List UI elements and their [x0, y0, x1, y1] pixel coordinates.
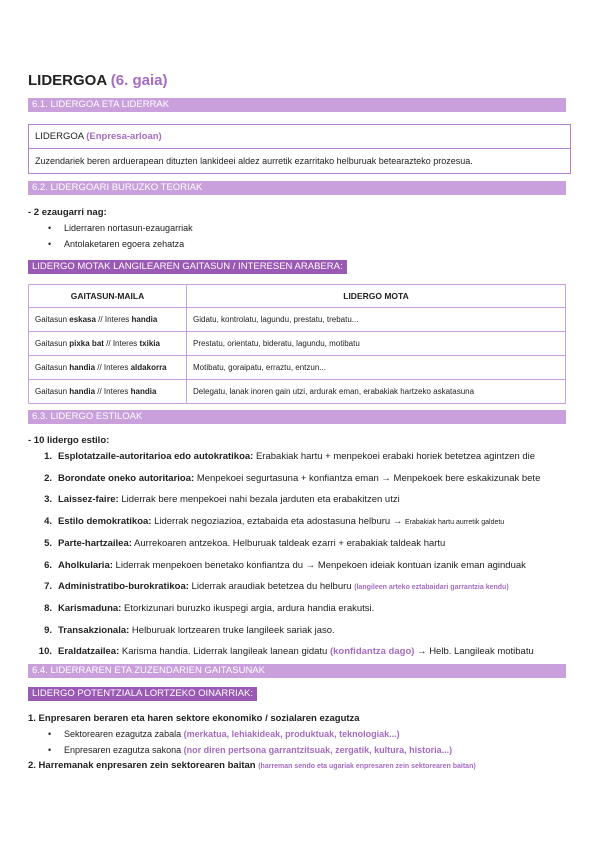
styles-intro: - 10 lidergo estilo: — [28, 435, 110, 446]
style-item — [28, 473, 568, 484]
item-number: 4. — [44, 516, 52, 528]
style-continuation: → Helb. Langileak motibatu — [414, 646, 534, 658]
cell-bold: eskasa — [69, 315, 96, 324]
item-number: 8. — [44, 602, 52, 614]
cell-bold: handia — [130, 387, 157, 396]
item-number: 3. — [44, 494, 52, 506]
item-number: 2. — [44, 472, 52, 484]
style-name: Aholkularia: — [58, 559, 113, 571]
style-description: Menpekoei segurtasuna + konfiantza eman → Menpekoek bere eskakizunak bete — [194, 472, 541, 484]
title-main: LIDERGOA — [28, 72, 107, 89]
bullet-text: Sektorearen ezagutza zabala — [64, 729, 184, 739]
style-name: Parte-hartzailea: — [58, 537, 132, 549]
definition-box — [28, 124, 571, 174]
column-header: LIDERGO MOTA — [187, 285, 566, 308]
list-item — [64, 745, 452, 755]
style-item — [28, 581, 568, 592]
cell-bold: txikia — [139, 339, 160, 348]
item-number: 5. — [44, 537, 52, 549]
style-item — [28, 516, 568, 527]
cell-text: Gaitasun — [35, 387, 70, 396]
style-description: Helburuak lortzearen truke langileek sariak jaso. — [129, 624, 335, 636]
style-item — [28, 603, 568, 614]
style-name: Estilo demokratikoa: — [58, 516, 152, 528]
item-number: 7. — [44, 581, 52, 593]
table-cell-ability — [29, 380, 187, 404]
foundation-item-2 — [28, 760, 476, 771]
style-name: Borondate oneko autoritarioa: — [58, 472, 195, 484]
section-bar-6-1: 6.1. LIDERGOA ETA LIDERRAK — [28, 98, 566, 112]
bullet-text: Enpresaren ezagutza sakona — [64, 745, 184, 755]
table-cell-type: Delegatu, lanak inoren gain utzi, ardurak eman, erabakiak hartzeko askatasuna — [187, 380, 566, 404]
title-accent: (6. gaia) — [110, 72, 168, 89]
style-item — [28, 560, 568, 571]
style-item — [28, 625, 568, 636]
leadership-types-table — [28, 284, 566, 404]
subsection-bar-lidergo-motak: LIDERGO MOTAK LANGILEAREN GAITASUN / INTERESEN ARABERA: — [28, 260, 347, 274]
section-bar-6-4: 6.4. LIDERRAREN ETA ZUZENDARIEN GAITASUNAK — [28, 664, 566, 678]
table-cell-type: Motibatu, goraipatu, erraztu, entzun... — [187, 356, 566, 380]
section-bar-6-2: 6.2. LIDERGOARI BURUZKO TEORIAK — [28, 181, 566, 195]
definition-head — [29, 125, 570, 149]
style-name: Eraldatzailea: — [58, 646, 120, 658]
style-description: Erabakiak hartu + menpekoei erabaki horiek betetzea agintzen die — [253, 451, 536, 462]
item-number: 10. — [38, 646, 52, 658]
cell-text: // Interes — [95, 363, 131, 372]
cell-text: Gaitasun — [35, 363, 70, 372]
bullet-note: (nor diren pertsona garrantzitsuak, zergatik, kultura, historia...) — [183, 745, 453, 755]
style-item — [28, 646, 568, 657]
style-description: Karisma handia. Liderrak langileak lanean gidatu — [119, 646, 330, 658]
cell-bold: handia — [69, 387, 96, 396]
cell-text: Gaitasun — [35, 315, 70, 324]
cell-text: // Interes — [95, 315, 132, 324]
style-note: Erabakiak hartu aurretik galdetu — [404, 519, 505, 527]
cell-text: // Interes — [95, 387, 131, 396]
definition-term: LIDERGOA — [35, 131, 84, 142]
item-number: 1. — [44, 451, 52, 462]
item-number: 6. — [44, 559, 52, 571]
table-row — [29, 332, 566, 356]
style-name: Transakzionala: — [58, 624, 130, 636]
column-header: GAITASUN-MAILA — [29, 285, 187, 308]
cell-bold: handia — [69, 363, 96, 372]
cell-bold: aldakorra — [130, 363, 167, 372]
table-row — [29, 356, 566, 380]
subsection-bar-oinarriak: LIDERGO POTENTZIALA LORTZEKO OINARRIAK: — [28, 687, 257, 701]
table-cell-ability — [29, 356, 187, 380]
style-highlight: (langileen arteko eztabaidari garrantzia kendu) — [354, 584, 509, 592]
item-note: (harreman sendo eta ugariak enpresaren zein sektorearen baitan) — [258, 763, 476, 770]
style-name: Administratibo-burokratikoa: — [58, 581, 189, 593]
table-header-row — [29, 285, 566, 308]
table-cell-ability — [29, 308, 187, 332]
style-description: Liderrak menpekoen benetako konfiantza du → Menpekoen ideiak kontuan izanik eman aginduak — [112, 559, 526, 571]
cell-text: Gaitasun — [35, 339, 70, 348]
style-description: Aurrekoaren antzekoa. Helburuak taldeak ezarri + erabakiak taldeak hartu — [131, 537, 446, 549]
style-description: Etorkizunari buruzko ikuspegi argia, ardura handia erakutsi. — [121, 602, 375, 614]
list-item: • Antolaketaren egoera zehatza — [64, 239, 184, 249]
definition-body: Zuzendariek beren arduerapean dituzten lankideei aldez aurretik ezarritako helburuak betearazteko prozesua. — [35, 156, 473, 166]
style-description: Liderrak araudiak betetzea du helburu — [188, 581, 355, 593]
style-name: Karismaduna: — [58, 602, 122, 614]
table-row — [29, 308, 566, 332]
style-item — [28, 451, 568, 462]
definition-context: (Enpresa-arloan) — [86, 131, 162, 142]
style-name: Laissez-faire: — [58, 494, 119, 506]
item-number: 9. — [44, 624, 52, 636]
style-name: Esplotatzaile-autoritarioa edo autokratikoa: — [58, 451, 254, 462]
page-title — [28, 72, 167, 89]
section-bar-6-3: 6.3. LIDERGO ESTILOAK — [28, 410, 566, 424]
table-cell-type: Gidatu, kontrolatu, lagundu, prestatu, trebatu... — [187, 308, 566, 332]
style-description: Liderrak bere menpekoei nahi bezala jarduten eta erabakitzen utzi — [118, 494, 400, 506]
bullet-note: (merkatua, lehiakideak, produktuak, teknologiak...) — [183, 729, 400, 739]
cell-bold: handia — [131, 315, 158, 324]
cell-bold: pixka bat — [69, 339, 104, 348]
foundation-item-1: 1. Enpresaren beraren eta haren sektore ekonomiko / sozialaren ezagutza — [28, 713, 360, 724]
list-item: • Liderraren nortasun-ezaugarriak — [64, 223, 193, 233]
style-item — [28, 538, 568, 549]
style-highlight: (konfidantza dago) — [329, 646, 415, 658]
style-item — [28, 494, 568, 505]
style-description: Liderrak negoziazioa, eztabaida eta adostasuna helburu → — [151, 516, 405, 528]
cell-text: // Interes — [103, 339, 140, 348]
table-row — [29, 380, 566, 404]
traits-intro: - 2 ezaugarri nag: — [28, 207, 107, 218]
item-text: 2. Harremanak enpresaren zein sektorearen baitan — [28, 760, 259, 771]
table-cell-ability — [29, 332, 187, 356]
table-cell-type: Prestatu, orientatu, bideratu, lagundu, motibatu — [187, 332, 566, 356]
list-item — [64, 729, 400, 739]
